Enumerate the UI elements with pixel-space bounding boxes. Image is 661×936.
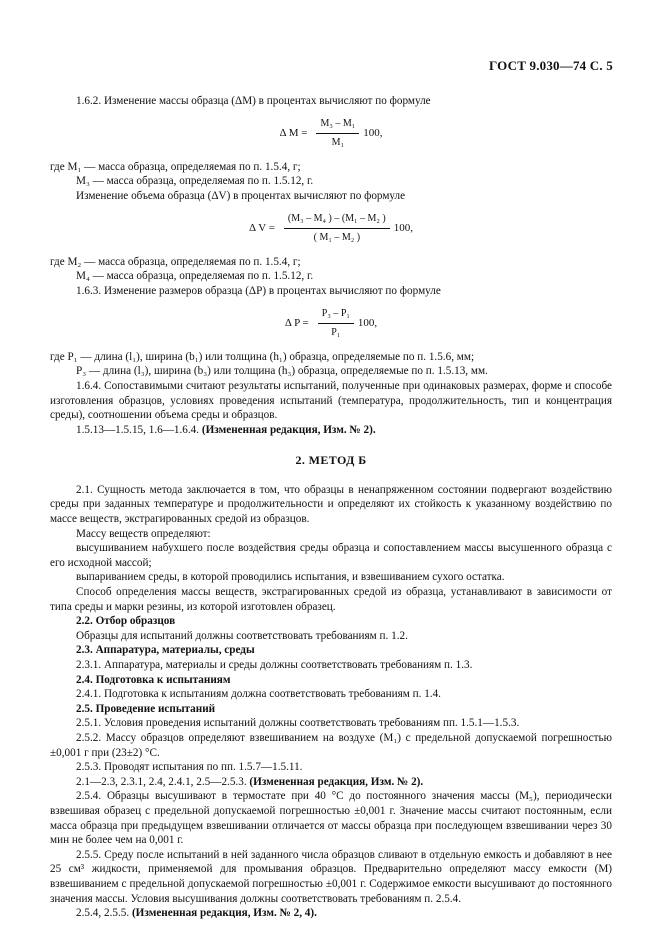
- mass-intro: Массу веществ определяют:: [76, 527, 211, 540]
- revision-note: [50, 423, 612, 438]
- formula-numerator: P₃ – P₁: [318, 307, 354, 325]
- revision-label: (Измененная редакция, Изм. № 2, 4).: [131, 907, 317, 920]
- formula-lhs: Δ V =: [248, 222, 275, 235]
- clause-2-5-4: 2.5.4. Образцы высушивают в термостате при 40 °С до постоянного значения массы (M₅), периодически взвешивая образец с предельной допускаемой погрешностью ±0,001 г. Значение массы считают постоянным, если масса образца при предыдущем взвешивании отличается от массы образца при последующем взвешивании через 30 мин не более чем на 0,001 г.: [50, 790, 612, 847]
- formula-denominator: M₁: [331, 137, 345, 149]
- formula-size-change: [50, 307, 612, 341]
- formula-volume-change: [50, 212, 612, 246]
- mass-method-a: высушиванием набухшего после воздействия среды образца и сопоставлением массы высушенного образца с его исходной массой;: [50, 542, 612, 569]
- where-line: где M₂ — масса образца, определяемая по п. 1.5.4, г;: [50, 255, 301, 268]
- clause-2-4-1: 2.4.1. Подготовка к испытаниям должна соответствовать требованиям п. 1.4.: [76, 688, 441, 701]
- clause-2-5-3: 2.5.3. Проводят испытания по пп. 1.5.7—1.5.11.: [76, 761, 303, 774]
- page-content: [50, 94, 612, 921]
- formula-numerator: M₃ – M₁: [316, 117, 359, 135]
- formula-fraction: [318, 307, 354, 341]
- where-line: M₄ — масса образца, определяемая по п. 1.5.12, г.: [76, 270, 314, 283]
- where-line: P₃ — длина (l₃), ширина (b₃) или толщина (h₃) образца, определяемые по п. 1.5.13, мм.: [76, 365, 488, 378]
- clause-2-3-1: 2.3.1. Аппаратура, материалы и среды должны соответствовать требованиям п. 1.3.: [76, 659, 473, 671]
- revision-label: (Измененная редакция, Изм. № 2).: [249, 775, 424, 788]
- clause-2-2-text: Образцы для испытаний должны соответствовать требованиям п. 1.2.: [76, 629, 408, 642]
- where-line: где M₁ — масса образца, определяемая по п. 1.5.4, г;: [50, 160, 301, 173]
- mass-method-b: выпариванием среды, в которой проводились испытания, и взвешиванием сухого остатка.: [76, 571, 505, 584]
- clause-1-6-4: 1.6.4. Сопоставимыми считают результаты испытаний, полученные при одинаковых размерах, форме и способе изготовления образцов, условиях проведения испытаний (температура, продолжительность, тип и концентрация среды), соотношении объема среды и образцов.: [50, 379, 612, 422]
- formula-fraction: [316, 117, 359, 151]
- formula-denominator: ( M₁ – M₂ ): [313, 232, 361, 244]
- formula-fraction: [284, 212, 390, 246]
- formula-mass-change: [50, 117, 612, 151]
- volume-intro: Изменение объема образца (ΔV) в процентах вычисляют по формуле: [76, 189, 406, 202]
- formula-tail: 100,: [363, 127, 383, 140]
- formula-tail: 100,: [393, 222, 413, 235]
- formula-lhs: Δ M =: [279, 127, 308, 140]
- revision-note: [50, 906, 612, 921]
- revision-refs: 1.5.13—1.5.15, 1.6—1.6.4.: [76, 423, 200, 436]
- clause-1-6-3: 1.6.3. Изменение размеров образца (ΔP) в процентах вычисляют по формуле: [76, 284, 441, 297]
- formula-tail: 100,: [357, 317, 378, 330]
- revision-label: (Измененная редакция, Изм. № 2).: [201, 423, 376, 436]
- formula-numerator: (M₃ – M₄ ) – (M₁ – M₂ ): [284, 212, 390, 230]
- clause-2-5-2: 2.5.2. Массу образцов определяют взвешиванием на воздухе (M₁) с предельной допускаемой погрешностью ±0,001 г при (23±2) °С.: [50, 731, 612, 759]
- heading-2-4: 2.4. Подготовка к испытаниям: [76, 673, 231, 686]
- heading-2-5: 2.5. Проведение испытаний: [76, 702, 216, 715]
- where-line: где P₁ — длина (l₁), ширина (b₁) или толщина (h₁) образца, определяемые по п. 1.5.6, мм;: [50, 350, 475, 363]
- revision-refs: 2.1—2.3, 2.3.1, 2.4, 2.4.1, 2.5—2.5.3.: [76, 775, 247, 788]
- page-header: ГОСТ 9.030—74 С. 5: [488, 58, 613, 73]
- clause-2-5-5: 2.5.5. Среду после испытаний в ней заданного числа образцов сливают в отдельную емкость и добавляют в нее 25 см³ жидкости, применяемой для промывания образцов. Предварительно определяют массу емкости (M) взвешиванием с предельной допускаемой погрешностью ±0,001 г. Содержимое емкости высушивают до постоянного значения массы. Условия высушивания должны соответствовать требованиям п. 2.5.4.: [50, 848, 612, 905]
- heading-2-2: 2.2. Отбор образцов: [76, 615, 176, 628]
- formula-lhs: Δ P =: [284, 317, 309, 330]
- clause-2-5-1: 2.5.1. Условия проведения испытаний должны соответствовать требованиям пп. 1.5.1—1.5.3.: [76, 717, 520, 730]
- revision-note: [50, 775, 612, 790]
- section-title: 2. МЕТОД Б: [295, 453, 367, 468]
- mass-method-choice: Способ определения массы веществ, экстрагированных средой из образца, устанавливают в зависимости от типа среды и марки резины, из которой изготовлен образец.: [50, 586, 612, 613]
- where-line: M₃ — масса образца, определяемая по п. 1.5.12, г.: [76, 175, 314, 188]
- clause-2-1: 2.1. Сущность метода заключается в том, что образцы в ненапряженном состоянии подвергают воздействию среды при заданных температуре и продолжительности и определяют их стойкость к указанному воздействию по массе веществ, экстрагированных средой из образцов.: [50, 483, 612, 526]
- clause-1-6-2: 1.6.2. Изменение массы образца (ΔM) в процентах вычисляют по формуле: [76, 95, 431, 107]
- revision-refs: 2.5.4, 2.5.5.: [76, 907, 130, 920]
- heading-2-3: 2.3. Аппаратура, материалы, среды: [76, 644, 255, 657]
- formula-denominator: P₁: [331, 327, 341, 339]
